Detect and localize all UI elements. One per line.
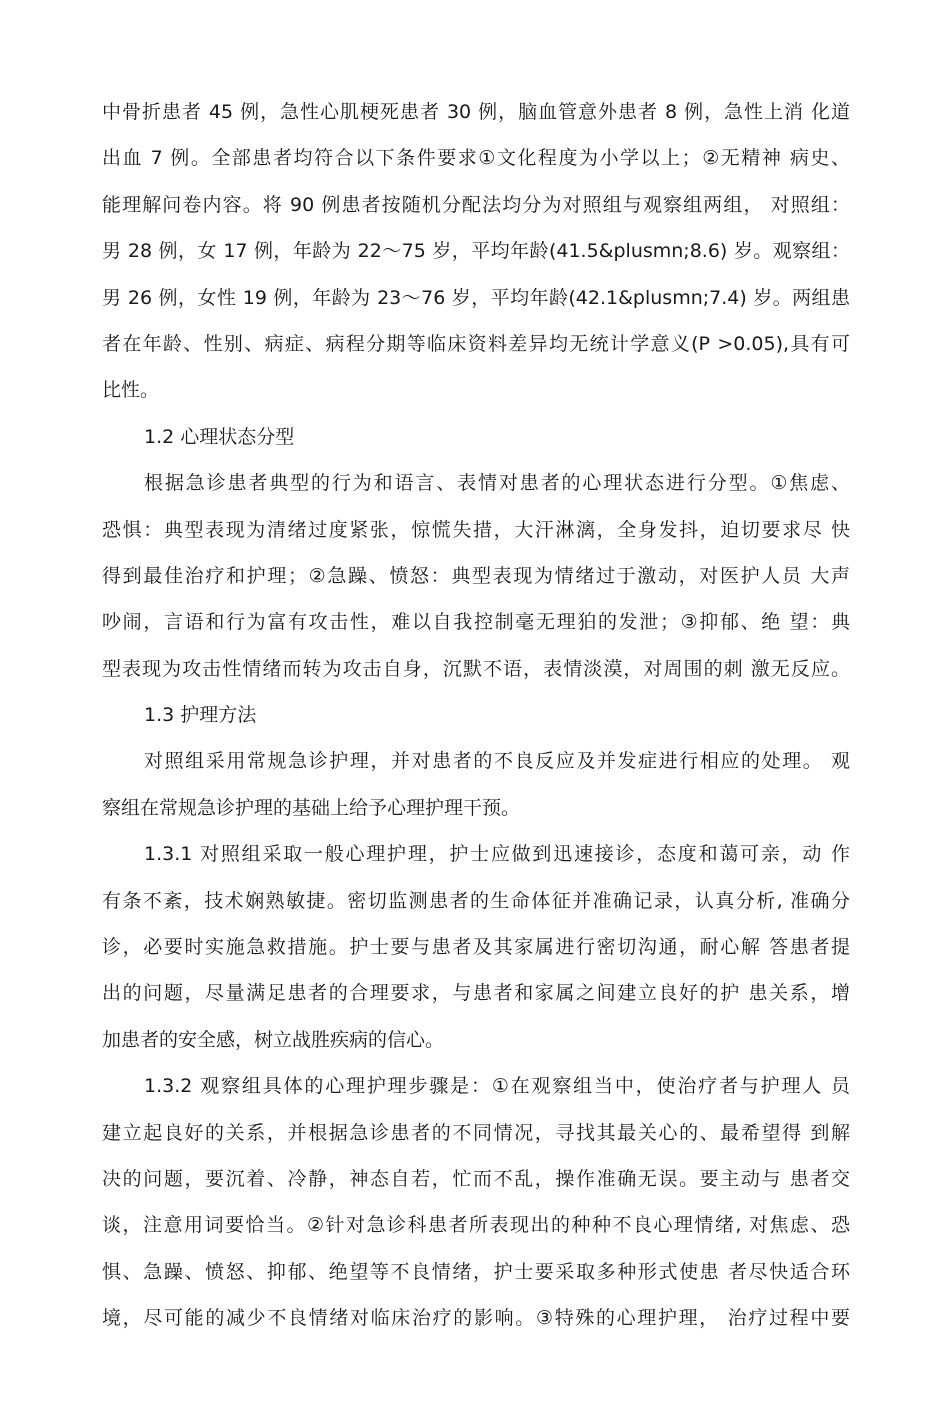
text-line: 根据急诊患者典型的行为和语言、表情对患者的心理状态进行分型。①焦虑、 [144,472,850,495]
text-line: 1.3.2 观察组具体的心理护理步骤是：①在观察组当中，使治疗者与护理人 员 [144,1075,850,1098]
text-line: 者在年龄、性别、病症、病程分期等临床资料差异均无统计学意义(P >0.05),具有可 [102,332,850,355]
text-line: 1.3.1 对照组采取一般心理护理，护士应做到迅速接诊，态度和蔼可亲，动 作 [144,843,850,866]
text-line: 吵闹，言语和行为富有攻击性，难以自我控制毫无理狛的发泄；③抑郁、绝 望：典 [102,611,850,634]
text-line: 中骨折患者 45 例，急性心肌梗死患者 30 例，脑血管意外患者 8 例，急性上消 化道 [102,101,850,123]
text-line: 谈，注意用词要恰当。②针对急诊科患者所表现出的种种不良心理情绪, 对焦虑、恐 [102,1214,850,1237]
text-line: 诊，必要时实施急救措施。护士要与患者及其家属进行密切沟通，耐心解 答患者提 [102,936,850,959]
text-line: 对照组采用常规急诊护理，并对患者的不良反应及并发症进行相应的处理。 观 [144,750,850,773]
text-line: 加患者的安全感，树立战胜疾病的信心。 [102,1028,445,1051]
text-line: 男 26 例，女性 19 例，年龄为 23〜76 岁，平均年龄(42.1&plusmn;7.4) 岁。两组患 [102,286,850,309]
text-line: 男 28 例，女 17 例，年龄为 22〜75 岁，平均年龄(41.5&plusmn;8.6) 岁。观察组： [102,240,850,263]
text-line: 有条不紊，技术娴熟敏捷。密切监测患者的生命体征并准确记录，认真分析, 准确分 [102,889,850,912]
text-line: 1.3 护理方法 [144,704,257,727]
text-line: 型表现为攻击性情绪而转为攻击自身，沉默不语，表情淡漠，对周围的刺 激无反应。 [102,657,850,680]
text-line: 建立起良好的关系，并根据急诊患者的不同情况，寻找其最关心的、最希望得 到解 [102,1121,850,1144]
text-line: 察组在常规急诊护理的基础上给予心理护理干预。 [102,796,521,819]
text-line: 决的问题，要沉着、冷静，神态自若，忙而不乱，操作准确无误。要主动与 患者交 [102,1167,850,1190]
text-line: 恐惧：典型表现为清绪过度紧张，惊慌失措，大汗淋漓，全身发抖，迫切要求尽 快 [102,518,850,541]
document-body [102,89,850,1342]
text-line: 1.2 心理状态分型 [144,425,295,448]
text-line: 出的问题，尽量满足患者的合理要求，与患者和家属之间建立良好的护 患关系，增 [102,982,850,1005]
text-line: 得到最佳治疗和护理；②急躁、愤怒：典型表现为情绪过于激动，对医护人员 大声 [102,564,850,587]
text-line: 比性。 [102,379,160,402]
text-line: 能理解问卷内容。将 90 例患者按随机分配法均分为对照组与观察组两组， 对照组： [102,193,850,216]
text-line: 惧、急躁、愤怒、抑郁、绝望等不良情绪，护士要采取多种形式使患 者尽快适合环 [102,1260,850,1283]
text-line: 出血 7 例。全部患者均符合以下条件要求①文化程度为小学以上；②无精神 病史、 [102,147,850,170]
text-line: 境，尽可能的减少不良情绪对临床治疗的影响。③特殊的心理护理， 治疗过程中要 [102,1307,850,1330]
